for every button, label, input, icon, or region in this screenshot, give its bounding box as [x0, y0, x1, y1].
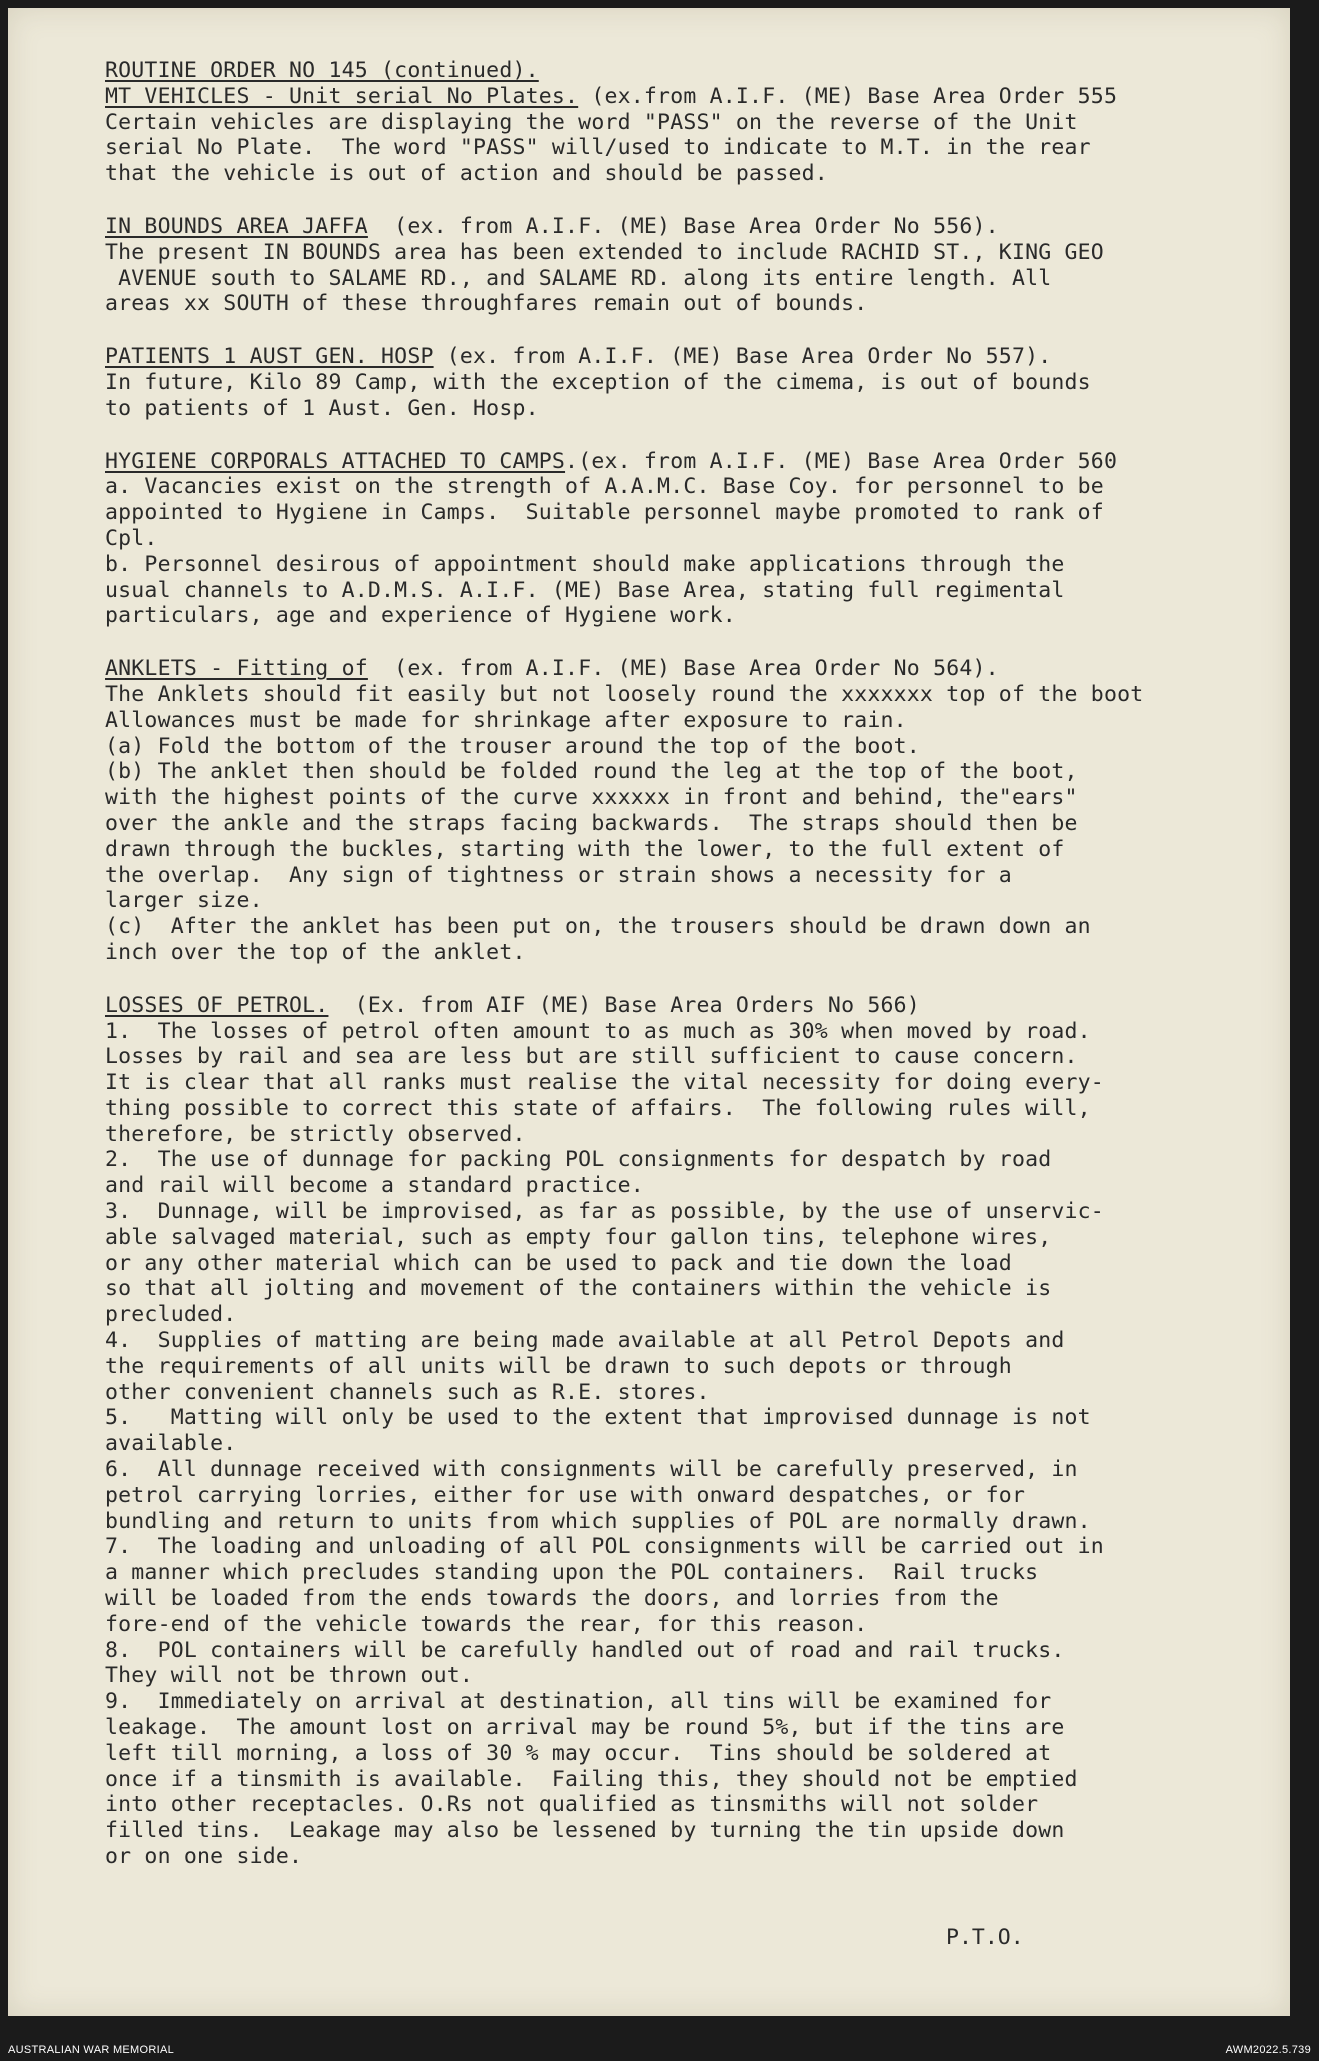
- section-heading-line: [105, 214, 1295, 240]
- body-line: In future, Kilo 89 Camp, with the exception of the cimema, is out of bounds: [105, 369, 1091, 395]
- body-line: a. Vacancies exist on the strength of A.A.M.C. Base Coy. for personnel to be: [105, 474, 1104, 500]
- section-heading: HYGIENE CORPORALS ATTACHED TO CAMPS: [105, 448, 566, 474]
- document-body: [105, 58, 1295, 1897]
- body-line: Cpl.: [105, 525, 158, 551]
- body-line: a manner which precludes standing upon the POL containers. Rail trucks: [105, 1560, 1039, 1586]
- footer-source-label: AUSTRALIAN WAR MEMORIAL: [8, 2044, 175, 2056]
- body-line: 1. The losses of petrol often amount to as much as 30% when moved by road.: [105, 1018, 1091, 1044]
- body-line: inch over the top of the anklet.: [105, 939, 526, 965]
- body-line: 3. Dunnage, will be improvised, as far as possible, by the use of unservic-: [105, 1199, 1104, 1225]
- body-line: b. Personnel desirous of appointment should make applications through the: [105, 551, 1065, 577]
- body-line: so that all jolting and movement of the containers within the vehicle is: [105, 1276, 1052, 1302]
- body-line: available.: [105, 1431, 237, 1457]
- section-source: (ex. from A.I.F. (ME) Base Area Order No 556).: [367, 213, 999, 239]
- document-page: [8, 8, 1290, 2016]
- body-line: AVENUE south to SALAME RD., and SALAME RD. along its entire length. All: [105, 265, 1052, 291]
- body-line: fore-end of the vehicle towards the rear, for this reason.: [105, 1611, 868, 1637]
- body-line: precluded.: [105, 1302, 237, 1328]
- body-line: It is clear that all ranks must realise the vital necessity for doing every-: [105, 1070, 1104, 1096]
- body-line: and rail will become a standard practice.: [105, 1173, 644, 1199]
- body-line: The Anklets should fit easily but not loosely round the xxxxxxx top of the boot: [105, 681, 1144, 707]
- section-mt-vehicles: [105, 84, 1295, 187]
- page-title: ROUTINE ORDER NO 145 (continued).: [105, 58, 539, 83]
- section-heading: PATIENTS 1 AUST GEN. HOSP: [105, 344, 434, 370]
- body-line: 6. All dunnage received with consignments will be carefully preserved, in: [105, 1457, 1078, 1483]
- section-heading-line: [105, 344, 1295, 370]
- body-line: usual channels to A.D.M.S. A.I.F. (ME) Base Area, stating full regimental: [105, 577, 1065, 603]
- body-line: 9. Immediately on arrival at destination, all tins will be examined for: [105, 1689, 1052, 1715]
- body-line: 4. Supplies of matting are being made available at all Petrol Depots and: [105, 1328, 1065, 1354]
- section-hygiene-corporals: [105, 449, 1295, 630]
- pto-note: P.T.O.: [946, 1925, 1024, 1950]
- body-line: 8. POL containers will be carefully handled out of road and rail trucks.: [105, 1637, 1065, 1663]
- body-line: other convenient channels such as R.E. stores.: [105, 1379, 710, 1405]
- section-in-bounds-jaffa: [105, 214, 1295, 317]
- body-line: Certain vehicles are displaying the word "PASS" on the reverse of the Unit: [105, 109, 1078, 135]
- body-line: petrol carrying lorries, either for use with onward despatches, or for: [105, 1482, 1026, 1508]
- section-source: (ex. from A.I.F. (ME) Base Area Order No 557).: [433, 344, 1052, 370]
- body-line: particulars, age and experience of Hygiene work.: [105, 603, 736, 629]
- section-heading: LOSSES OF PETROL.: [105, 992, 329, 1018]
- body-line: over the ankle and the straps facing backwards. The straps should then be: [105, 810, 1078, 836]
- body-line: thing possible to correct this state of affairs. The following rules will,: [105, 1095, 1091, 1121]
- body-line: larger size.: [105, 888, 263, 914]
- section-source: (ex.from A.I.F. (ME) Base Area Order 555: [578, 83, 1118, 109]
- body-line: able salvaged material, such as empty four gallon tins, telephone wires,: [105, 1224, 1052, 1250]
- body-line: or any other material which can be used to pack and tie down the load: [105, 1250, 1012, 1276]
- body-line: Allowances must be made for shrinkage after exposure to rain.: [105, 707, 907, 733]
- body-line: the requirements of all units will be drawn to such depots or through: [105, 1353, 1012, 1379]
- section-source: (Ex. from AIF (ME) Base Area Orders No 566): [328, 992, 920, 1018]
- section-heading-line: [105, 84, 1295, 110]
- body-line: (b) The anklet then should be folded round the leg at the top of the boot,: [105, 759, 1078, 785]
- body-line: therefore, be strictly observed.: [105, 1121, 526, 1147]
- body-line: leakage. The amount lost on arrival may be round 5%, but if the tins are: [105, 1715, 1065, 1741]
- body-line: will be loaded from the ends towards the doors, and lorries from the: [105, 1586, 999, 1612]
- section-heading: MT VEHICLES - Unit serial No Plates.: [105, 83, 579, 109]
- body-line: Losses by rail and sea are less but are still sufficient to cause concern.: [105, 1044, 1078, 1070]
- section-source: .(ex. from A.I.F. (ME) Base Area Order 560: [565, 448, 1118, 474]
- body-line: The present IN BOUNDS area has been extended to include RACHID ST., KING GEO: [105, 239, 1104, 265]
- body-line: with the highest points of the curve xxxxxx in front and behind, the"ears": [105, 785, 1078, 811]
- body-line: drawn through the buckles, starting with the lower, to the full extent of: [105, 836, 1065, 862]
- body-line: 7. The loading and unloading of all POL consignments will be carried out in: [105, 1534, 1104, 1560]
- section-heading: ANKLETS - Fitting of: [105, 656, 368, 682]
- body-line: (c) After the anklet has been put on, the trousers should be drawn down an: [105, 914, 1091, 940]
- body-line: They will not be thrown out.: [105, 1663, 474, 1689]
- section-heading-line: [105, 449, 1295, 475]
- section-patients-hosp: [105, 344, 1295, 421]
- body-line: (a) Fold the bottom of the trouser around the top of the boot.: [105, 733, 920, 759]
- section-losses-of-petrol: [105, 993, 1295, 1870]
- body-line: to patients of 1 Aust. Gen. Hosp.: [105, 395, 539, 421]
- section-source: (ex. from A.I.F. (ME) Base Area Order No 564).: [367, 656, 999, 682]
- footer-accession-number: AWM2022.5.739: [1225, 2044, 1311, 2056]
- body-line: 2. The use of dunnage for packing POL consignments for despatch by road: [105, 1147, 1052, 1173]
- body-line: or on one side.: [105, 1844, 303, 1869]
- body-line: filled tins. Leakage may also be lessened by turning the tin upside down: [105, 1818, 1065, 1844]
- body-line: into other receptacles. O.Rs not qualified as tinsmiths will not solder: [105, 1792, 1039, 1818]
- body-line: once if a tinsmith is available. Failing this, they should not be emptied: [105, 1766, 1078, 1792]
- body-line: appointed to Hygiene in Camps. Suitable personnel maybe promoted to rank of: [105, 500, 1104, 526]
- body-line: bundling and return to units from which supplies of POL are normally drawn.: [105, 1508, 1091, 1534]
- body-line: left till morning, a loss of 30 % may occur. Tins should be soldered at: [105, 1740, 1052, 1766]
- section-heading-line: [105, 993, 1295, 1019]
- body-line: 5. Matting will only be used to the extent that improvised dunnage is not: [105, 1405, 1091, 1431]
- section-heading: IN BOUNDS AREA JAFFA: [105, 213, 368, 239]
- body-line: serial No Plate. The word "PASS" will/used to indicate to M.T. in the rear: [105, 135, 1091, 161]
- body-line: the overlap. Any sign of tightness or strain shows a necessity for a: [105, 862, 1012, 888]
- body-line: areas xx SOUTH of these throughfares remain out of bounds.: [105, 291, 868, 317]
- section-anklets: [105, 656, 1295, 966]
- section-heading-line: [105, 656, 1295, 682]
- body-line: that the vehicle is out of action and should be passed.: [105, 161, 828, 187]
